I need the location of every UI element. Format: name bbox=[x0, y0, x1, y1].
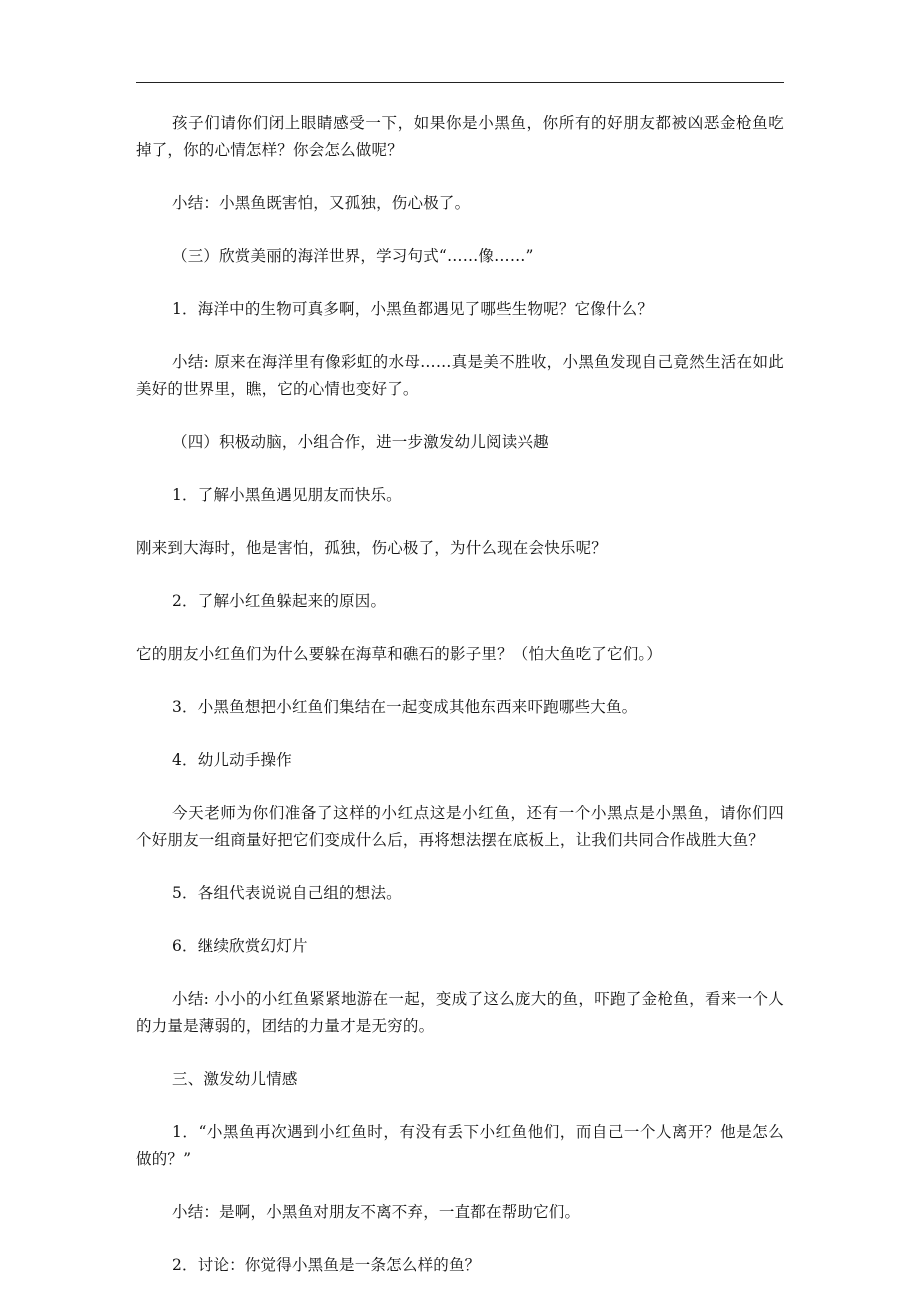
paragraph: 小结: 原来在海洋里有像彩虹的水母……真是美不胜收，小黑鱼发现自己竟然生活在如此美好的世界里，瞧，它的心情也变好了。 bbox=[136, 353, 784, 398]
paragraph: 小结: 小小的小红鱼紧紧地游在一起，变成了这么庞大的鱼，吓跑了金枪鱼，看来一个人的力量是薄弱的，团结的力量才是无穷的。 bbox=[136, 990, 784, 1035]
section-heading: 三、激发幼儿情感 bbox=[172, 1070, 298, 1088]
section-heading: （三）欣赏美丽的海洋世界，学习句式“……像……” bbox=[172, 247, 534, 265]
list-item: 2．了解小红鱼躲起来的原因。 bbox=[172, 592, 387, 610]
list-item: 3．小黑鱼想把小红鱼们集结在一起变成其他东西来吓跑哪些大鱼。 bbox=[172, 698, 638, 716]
list-item: 6．继续欣赏幻灯片 bbox=[172, 937, 308, 955]
paragraph: 刚来到大海时，他是害怕，孤独，伤心极了，为什么现在会快乐呢？ bbox=[136, 539, 608, 557]
header-rule bbox=[136, 82, 784, 83]
list-item: 1．了解小黑鱼遇见朋友而快乐。 bbox=[172, 486, 402, 504]
paragraph: 小结：小黑鱼既害怕，又孤独，伤心极了。 bbox=[172, 194, 471, 212]
paragraph: 孩子们请你们闭上眼睛感受一下，如果你是小黑鱼，你所有的好朋友都被凶恶金枪鱼吃掉了，你的心情怎样？你会怎么做呢？ bbox=[136, 114, 784, 159]
list-item: 4．幼儿动手操作 bbox=[172, 751, 292, 769]
document-body bbox=[136, 110, 784, 1305]
paragraph: 它的朋友小红鱼们为什么要躲在海草和礁石的影子里？（怕大鱼吃了它们。） bbox=[136, 645, 663, 663]
paragraph: 小结：是啊，小黑鱼对朋友不离不弃，一直都在帮助它们。 bbox=[172, 1203, 581, 1221]
list-item: 5．各组代表说说自己组的想法。 bbox=[172, 884, 402, 902]
list-item: 2．讨论：你觉得小黑鱼是一条怎么样的鱼？ bbox=[172, 1256, 481, 1274]
paragraph: 今天老师为你们准备了这样的小红点这是小红鱼，还有一个小黑点是小黑鱼，请你们四个好朋友一组商量好把它们变成什么后，再将想法摆在底板上，让我们共同合作战胜大鱼？ bbox=[136, 804, 784, 849]
list-item: 1．海洋中的生物可真多啊，小黑鱼都遇见了哪些生物呢？它像什么？ bbox=[172, 300, 654, 318]
section-heading: （四）积极动脑，小组合作，进一步激发幼儿阅读兴趣 bbox=[172, 433, 549, 451]
list-item: 1．“小黑鱼再次遇到小红鱼时，有没有丢下小红鱼他们，而自己一个人离开？他是怎么做的？” bbox=[136, 1123, 784, 1168]
